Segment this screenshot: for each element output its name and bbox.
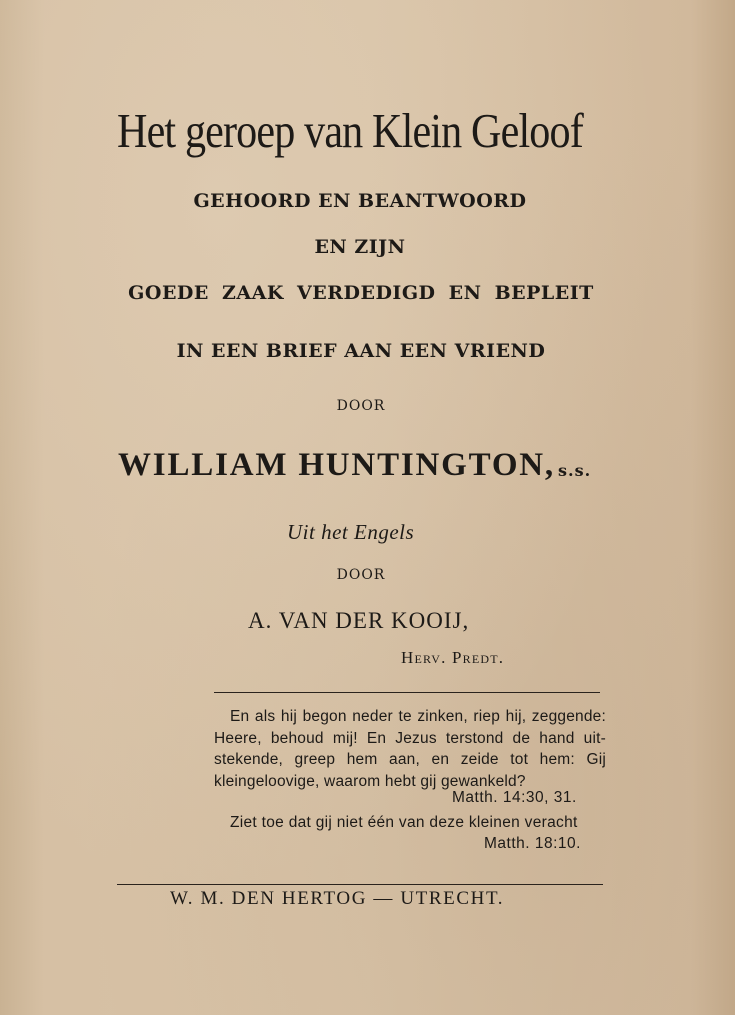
scripture-quote-1 [214, 706, 606, 792]
by-label: DOOR [336, 398, 386, 414]
subtitle-line-2: EN ZIJN [314, 236, 406, 258]
divider-top [214, 692, 600, 693]
author-name: WILLIAM HUNTINGTON, [118, 447, 555, 483]
subtitle-line-1: GEHOORD EN BEANTWOORD [193, 190, 527, 212]
translator-title: Herv. Predt. [401, 648, 505, 667]
translator-by-label: DOOR [336, 567, 386, 583]
quote-line: kleingeloovige, waarom hebt gij gewankeld? [214, 772, 526, 790]
scripture-reference-1: Matth. 14:30, 31. [452, 789, 577, 806]
scripture-quote-2: Ziet toe dat gij niet één van deze kleinen veracht [230, 814, 578, 831]
divider-bottom [117, 884, 603, 885]
subtitle-line-4: IN EEN BRIEF AAN EEN VRIEND [176, 340, 546, 362]
quote-line: En als hij begon neder te zinken, riep hij, zeggende: [230, 708, 606, 725]
author-suffix: s.s. [558, 461, 592, 480]
publisher-line: W. M. DEN HERTOG — UTRECHT. [170, 888, 505, 909]
quote-line: stekende, greep hem aan, en zeide tot hem: Gij [214, 751, 606, 768]
book-title: Het geroep van Klein Geloof [117, 103, 583, 158]
quote-line: Heere, behoud mij! En Jezus terstond de hand uit- [214, 729, 606, 747]
subtitle-line-3: GOEDE ZAAK VERDEDIGD EN BEPLEIT [128, 282, 594, 304]
scripture-reference-2: Matth. 18:10. [484, 835, 581, 852]
translated-from: Uit het Engels [287, 520, 415, 544]
translator-name: A. VAN DER KOOIJ, [248, 608, 470, 633]
